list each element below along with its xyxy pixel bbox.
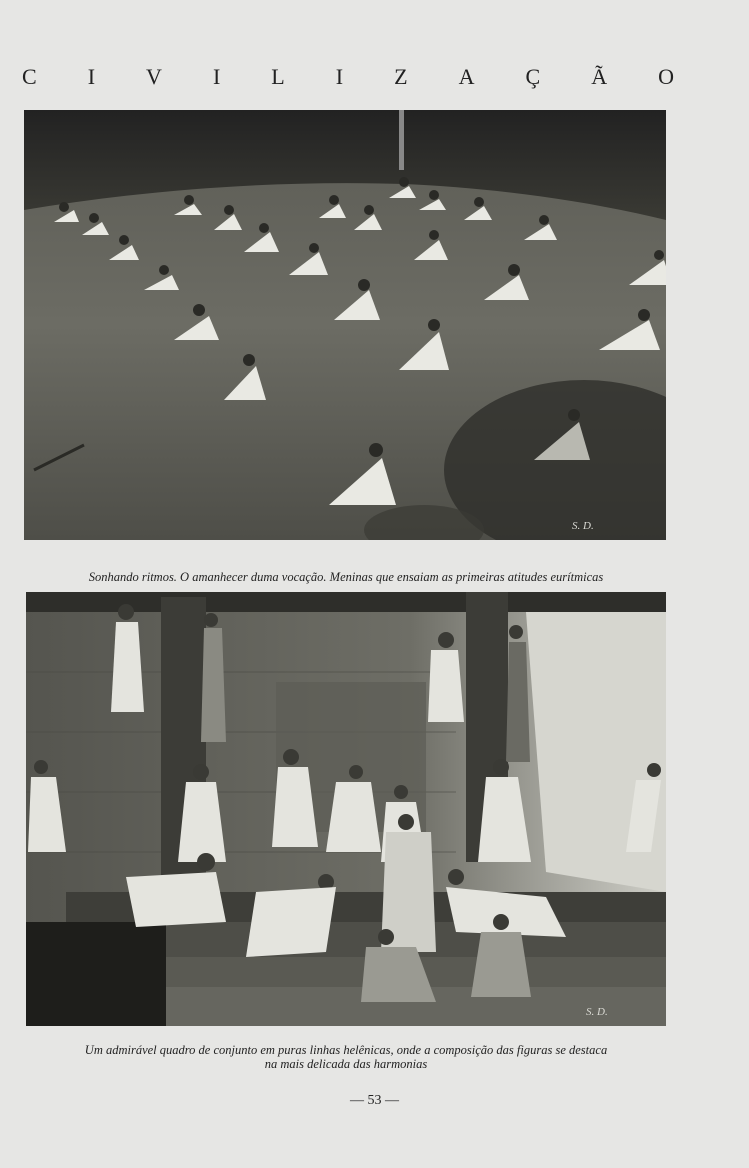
masthead-letter: V	[146, 64, 162, 89]
masthead-letter: I	[335, 64, 344, 89]
photographer-signature: S. D.	[572, 520, 594, 532]
photo-lawn-illustration	[24, 110, 666, 540]
masthead-letter: C	[22, 64, 37, 89]
page-number: — 53 —	[350, 1093, 399, 1108]
masthead-letter: Ã	[591, 64, 608, 89]
magazine-masthead	[22, 62, 674, 92]
masthead-letter: I	[212, 64, 221, 89]
caption-line: na mais delicada das harmonias	[264, 1057, 428, 1071]
photo-caption: Sonhando ritmos. O amanhecer duma vocação. Meninas que ensaiam as primeiras atitudes eurítmicas	[88, 569, 604, 584]
masthead-letter: Ç	[525, 64, 541, 89]
masthead-letter: A	[458, 64, 475, 89]
photo-lawn-eurythmics	[24, 110, 666, 540]
masthead-letter: O	[658, 64, 674, 89]
photographer-signature: S. D.	[586, 1006, 608, 1018]
masthead-letter: Z	[394, 64, 408, 89]
masthead-letter: L	[271, 64, 285, 89]
photo-caption	[20, 1043, 672, 1071]
photo-steps-illustration	[26, 592, 666, 1026]
caption-line: Um admirável quadro de conjunto em puras linhas helênicas, onde a composição das figuras se destaca	[84, 1043, 608, 1057]
masthead-letter: I	[87, 64, 96, 89]
photo-steps-hellenic-composition	[26, 592, 666, 1026]
